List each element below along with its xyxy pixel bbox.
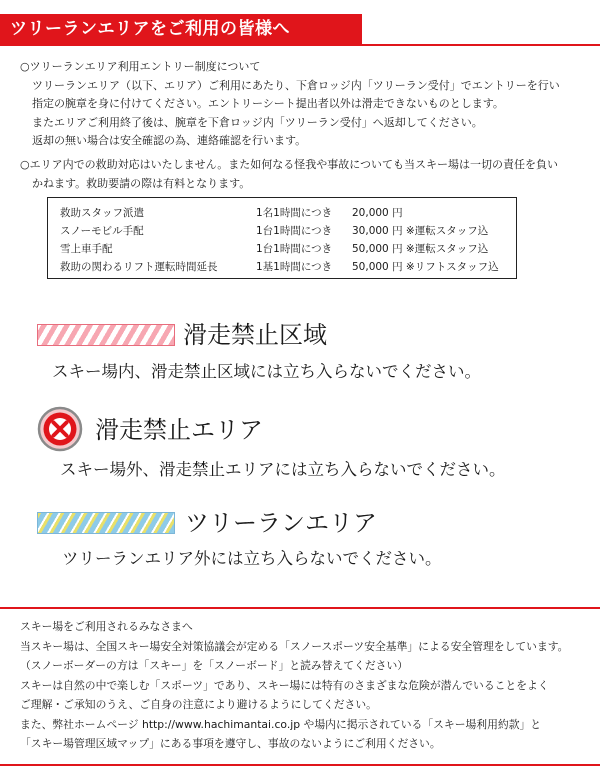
entry-notice-line: ツリーランエリア（以下、エリア）ご利用にあたり、下倉ロッジ内「ツリーラン受付」でエントリーを行い: [32, 78, 560, 92]
fee-price: 20,000 円: [352, 207, 403, 219]
entry-notice-heading: ○ツリーランエリア利用エントリー制度について: [20, 60, 261, 73]
rescue-notice-line: かねます。救助要請の際は有料となります。: [32, 176, 251, 190]
header-divider: [0, 44, 600, 46]
safety-notice: [20, 617, 595, 754]
prohibited-zone-description: スキー場内、滑走禁止区域には立ち入らないでください。: [52, 362, 481, 381]
safety-notice-line: スキーは自然の中で楽しむ「スポーツ」であり、スキー場には特有のさまざまな危険が潜んでいることをよく: [20, 678, 549, 692]
tree-run-zone-swatch-icon: [37, 512, 175, 534]
prohibited-zone-swatch-icon: [37, 324, 175, 346]
safety-divider: [0, 607, 600, 609]
rescue-fee-table: [47, 197, 517, 279]
entry-notice: [20, 58, 590, 151]
safety-notice-line: また、弊社ホームページ http://www.hachimantai.co.jp や場内に掲示されている「スキー場利用約款」と: [20, 717, 542, 731]
outside-prohibited-zone-description: スキー場外、滑走禁止エリアには立ち入らないでください。: [60, 460, 506, 479]
tree-run-zone-title: ツリーランエリア: [185, 509, 377, 537]
prohibition-x-icon: [37, 406, 83, 452]
safety-notice-line: 当スキー場は、全国スキー場安全対策協議会が定める「スノースポーツ安全基準」による安全管理をしています。: [20, 639, 569, 653]
fee-unit: 1台1時間につき: [256, 225, 333, 237]
safety-notice-heading: スキー場をご利用されるみなさまへ: [20, 620, 193, 633]
fee-service: スノーモビル手配: [60, 225, 144, 237]
fee-price: 30,000 円 ※運転スタッフ込: [352, 225, 489, 237]
entry-notice-line: 指定の腕章を身に付けてください。エントリーシート提出者以外は滑走できないものとします。: [32, 97, 504, 110]
tree-run-zone-description: ツリーランエリア外には立ち入らないでください。: [62, 549, 442, 568]
fee-service: 救助の関わるリフト運転時間延長: [60, 261, 218, 273]
fee-unit: 1名1時間につき: [256, 207, 333, 219]
entry-notice-line: またエリアご利用終了後は、腕章を下倉ロッジ内「ツリーラン受付」へ返却してください。: [32, 115, 483, 129]
fee-price: 50,000 円 ※リフトスタッフ込: [352, 261, 499, 273]
safety-notice-line: ご理解・ご承知のうえ、ご自身の注意により避けるようにしてください。: [20, 698, 377, 711]
fee-unit: 1基1時間につき: [256, 261, 333, 273]
fee-service: 救助スタッフ派遣: [60, 207, 144, 219]
entry-notice-line: 返却の無い場合は安全確認の為、連絡確認を行います。: [32, 134, 307, 147]
footer-divider: [0, 764, 600, 766]
page-title: ツリーランエリアをご利用の皆様へ: [0, 14, 362, 44]
fee-unit: 1台1時間につき: [256, 243, 333, 255]
rescue-notice: [20, 156, 590, 193]
prohibited-zone-title: 滑走禁止区域: [183, 321, 327, 349]
fee-price: 50,000 円 ※運転スタッフ込: [352, 243, 489, 255]
rescue-notice-line: ○エリア内での救助対応はいたしません。また如何なる怪我や事故についても当スキー場は一切の責任を負い: [20, 158, 559, 171]
safety-notice-line: （スノーボーダーの方は「スキー」を「スノーボード」と読み替えてください）: [20, 659, 409, 672]
outside-prohibited-zone-title: 滑走禁止エリア: [95, 416, 263, 444]
fee-service: 雪上車手配: [60, 243, 113, 255]
safety-notice-line: 「スキー場管理区域マップ」にある事項を遵守し、事故のないようにご利用ください。: [20, 737, 441, 750]
